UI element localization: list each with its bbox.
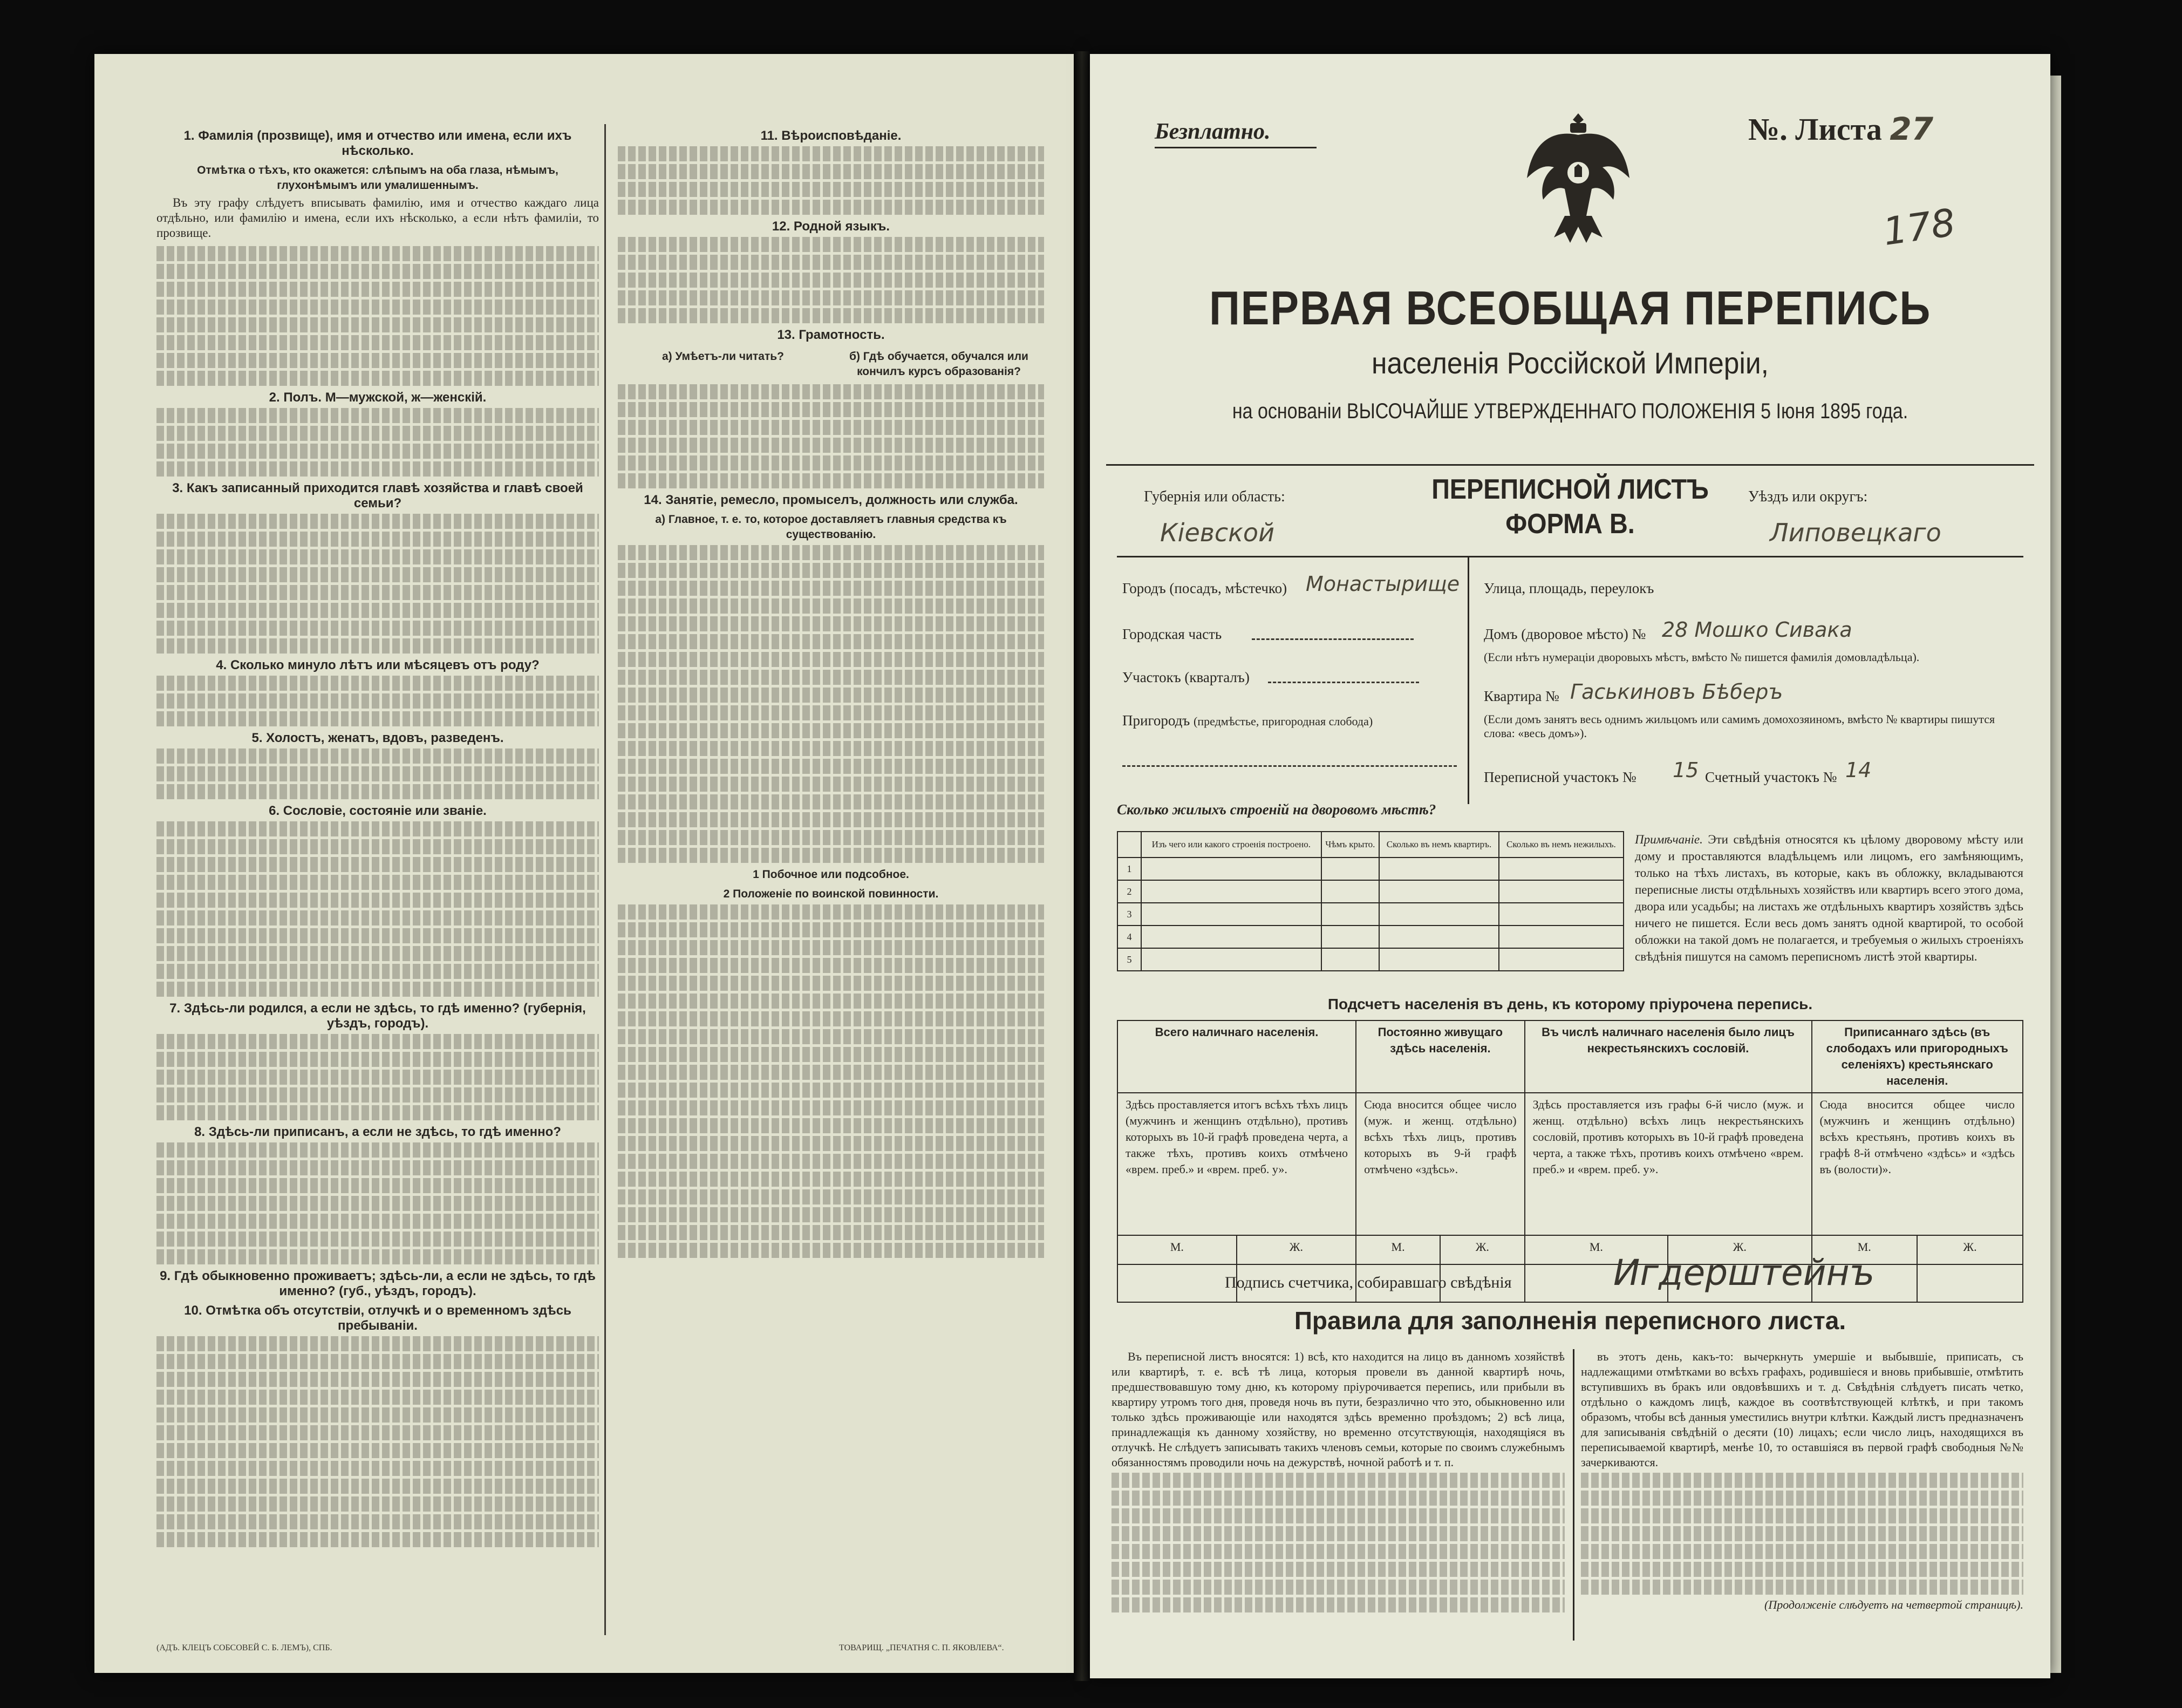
column-divider bbox=[604, 124, 606, 1635]
schetny-uchastok-label: Счетный участокъ № bbox=[1705, 769, 1837, 785]
count-header-permanent: Постоянно живущаго здѣсь населенія. bbox=[1356, 1020, 1525, 1093]
note-text: Эти свѣдѣнія относятся къ цѣлому дворовому мѣсту или дому и проставляются владѣльцемъ или лицомъ, его замѣняющимъ, только на тѣхъ листахъ, въ которые, какъ въ обложку, вкладываются переписные листы отдѣльныхъ хозяйствъ или квартиръ всего этого дома, двора или усадьбы; на листахъ же отдѣльныхъ квартиръ хозяйствъ здѣсь ничего не пишется. Если весь домъ занятъ одной квартирой, то особой обложки на такой домъ не полагается, и требуемыя о жилыхъ строеніяхъ свѣдѣнія пишутся на самомъ переписномъ листѣ этой квартиры. bbox=[1635, 833, 2023, 963]
table-row: 3 bbox=[1117, 903, 1624, 926]
instructions-column-left bbox=[156, 124, 599, 1550]
section-2-title: 2. Полъ. М—мужской, ж—женскій. bbox=[269, 390, 487, 405]
handwritten-archive-number: 178 bbox=[1880, 200, 1958, 254]
count-title: Подсчетъ населенія въ день, къ которому пріурочена перепись. bbox=[1327, 996, 1813, 1012]
section-1-title: 1. Фамилія (прозвище), имя и отчество или имена, если ихъ нѣсколько. bbox=[183, 128, 572, 158]
census-title: ПЕРВАЯ ВСЕОБЩАЯ ПЕРЕПИСЬ bbox=[1209, 281, 1932, 335]
count-header-peasant: Приписаннаго здѣсь (въ слободахъ или пригородныхъ селеніяхъ) крестьянскаго населенія. bbox=[1812, 1020, 2023, 1093]
printer-footer-right: ТОВАРИЩ. „ПЕЧАТНЯ С. П. ЯКОВЛЕВА“. bbox=[839, 1643, 1004, 1652]
dom-label: Домъ (дворовое мѣсто) № bbox=[1484, 626, 1646, 642]
count-header-total: Всего наличнаго населенія. bbox=[1117, 1020, 1356, 1093]
population-count-table: Всего наличнаго населенія. Постоянно живущаго здѣсь населенія. Въ числѣ наличнаго населенія было лицъ некрестьянскихъ сословій. Приписаннаго здѣсь (въ слободахъ или пригородныхъ селеніяхъ) крестьянскаго населенія. Здѣсь проставляется итогъ всѣхъ тѣхъ лицъ (мужчинъ и женщинъ отдѣльно), противъ которыхъ въ 10-й графѣ проведена черта, а также тѣхъ, противъ коихъ отмѣчено «врем. преб.» и «врем. преб. у». Сюда вносится общее число (муж. и женщ. отдѣльно) всѣхъ тѣхъ лицъ, противъ которыхъ въ 9-й графѣ отмѣчено «здѣсь». Здѣсь проставляется изъ графы 6-й число (муж. и женщ. отдѣльно) всѣхъ лицъ некрестьянскихъ сословій, противъ которыхъ въ 10-й графѣ проведена черта, а также тѣхъ, противъ коихъ отмѣчено «врем. преб.» и «врем. преб. у». Сюда вносится общее число (мужчинъ и женщинъ отдѣльно) всѣхъ крестьянъ, противъ коихъ въ графѣ 8-й отмѣчено «здѣсь» и «здѣсь въ (волости)». М. Ж. М. Ж. М. Ж. М. Ж. bbox=[1117, 1020, 2023, 1303]
count-body-permanent: Сюда вносится общее число (муж. и женщ. отдѣльно) всѣхъ тѣхъ лицъ, противъ которыхъ въ 9-й графѣ отмѣчено «здѣсь». bbox=[1356, 1093, 1525, 1235]
count-body-total: Здѣсь проставляется итогъ всѣхъ тѣхъ лицъ (мужчинъ и женщинъ отдѣльно), противъ которыхъ въ 10-й графѣ проведена черта, а также тѣхъ, противъ коихъ отмѣчено «врем. преб.» и «врем. преб. у». bbox=[1117, 1093, 1356, 1235]
section-9-title: 9. Гдѣ обыкновенно проживаетъ; здѣсь-ли, а если не здѣсь, то гдѣ именно? (губ., уѣздъ, городъ). bbox=[160, 1269, 596, 1298]
note-label: Примѣчаніе. bbox=[1635, 833, 1703, 846]
section-13a: а) Умѣетъ-ли читать? bbox=[662, 350, 784, 363]
section-7-title: 7. Здѣсь-ли родился, а если не здѣсь, то гдѣ именно? (губернія, уѣздъ, городъ). bbox=[169, 1001, 586, 1031]
section-10-title: 10. Отмѣтка объ отсутствіи, отлучкѣ и о временномъ здѣсь пребываніи. bbox=[184, 1303, 571, 1333]
imperial-eagle-icon bbox=[1522, 108, 1635, 254]
gubernia-label: Губернія или область: bbox=[1144, 488, 1285, 505]
count-body-peasant: Сюда вносится общее число (мужчинъ и женщинъ отдѣльно) всѣхъ крестьянъ, противъ коихъ въ графѣ 8-й отмѣчено «здѣсь» и «здѣсь въ (волости)». bbox=[1812, 1093, 2023, 1235]
table-row: 1 bbox=[1117, 858, 1624, 880]
signature-value: Игдерштейнъ bbox=[1613, 1252, 1875, 1294]
buildings-table bbox=[1117, 831, 1624, 971]
perepisnoy-uchastok-value: 15 bbox=[1673, 758, 1699, 782]
table-row: 5 bbox=[1117, 948, 1624, 971]
section-14a: а) Главное, т. е. то, которое доставляетъ главныя средства къ существованію. bbox=[655, 513, 1007, 541]
section-5-title: 5. Холостъ, женатъ, вдовъ, разведенъ. bbox=[251, 731, 504, 745]
section-13b: б) Гдѣ обучается, обучался или кончилъ курсъ образованія? bbox=[849, 350, 1028, 378]
census-basis: на основаніи ВЫСОЧАЙШЕ УТВЕРЖДЕННАГО ПОЛОЖЕНІЯ 5 Іюня 1895 года. bbox=[1232, 399, 1908, 423]
left-page-instructions bbox=[94, 54, 1074, 1673]
section-4-title: 4. Сколько минуло лѣтъ или мѣсяцевъ отъ роду? bbox=[216, 658, 540, 672]
sheet-number: №. Листа 27 bbox=[1748, 111, 1934, 147]
kvartira-value: Гаськиновъ Бѣберъ bbox=[1570, 680, 1783, 704]
section-14-secondary: 1 Побочное или подсобное. bbox=[753, 868, 909, 881]
uezd-label: Уѣздъ или округъ: bbox=[1748, 488, 1868, 505]
instructions-column-right bbox=[618, 124, 1044, 1261]
rules-text-left: Въ переписной листъ вносятся: 1) всѣ, кто находится на лицо въ данномъ хозяйствѣ или квартирѣ, т. е. всѣ тѣ лица, которыя провели въ данной квартирѣ ночь, предшествовавшую тому дню, къ которому пріурочивается перепись, или прибыли въ квартиру утромъ того дня, проведя ночь въ пути, безразлично что это, обыкновенно или только здѣсь проживающіе или находятся здѣсь временно проѣздомъ; 2) всѣ лица, принадлежащія къ данному хозяйству, но временно отсутствующія, находящіяся въ отлучкѣ. Не слѣдуетъ записывать такихъ членовъ семьи, которые по своимъ служебнымъ обязанностямъ проводили ночь на дежурствѣ, ночной работѣ и т. п. bbox=[1112, 1349, 1565, 1615]
buildings-header-nonresidential: Сколько въ немъ нежилыхъ. bbox=[1499, 832, 1624, 858]
dom-value: 28 Мошко Сивака bbox=[1662, 618, 1852, 642]
census-subtitle: населенія Россійской Имперіи, bbox=[1372, 346, 1769, 380]
buildings-header-material: Изъ чего или какого строенія построено. bbox=[1141, 832, 1321, 858]
count-body-nonpeasant: Здѣсь проставляется изъ графы 6-й число (муж. и женщ. отдѣльно) всѣхъ лицъ некрестьянскихъ сословій, противъ которыхъ въ 10-й графѣ проведена черта, а также тѣхъ, противъ коихъ отмѣчено «врем. преб.» и «врем. преб. у». bbox=[1525, 1093, 1812, 1235]
uchastok-label: Участокъ (кварталъ) bbox=[1122, 669, 1250, 685]
prigorod-label: Пригородъ (предмѣстье, пригородная слобода) bbox=[1122, 712, 1373, 729]
section-6-title: 6. Сословіе, состояніе или званіе. bbox=[269, 804, 487, 818]
buildings-header-roof: Чѣмъ крыто. bbox=[1321, 832, 1380, 858]
section-3-title: 3. Какъ записанный приходится главѣ хозяйства и главѣ своей семьи? bbox=[172, 481, 583, 511]
dom-hint: (Если нѣтъ нумераціи дворовыхъ мѣстъ, вмѣсто № пишется фамилія домовладѣльца). bbox=[1484, 650, 1920, 664]
gorod-value: Монастырище bbox=[1306, 572, 1460, 596]
kvartira-label: Квартира № bbox=[1484, 688, 1559, 704]
street-label: Улица, площадь, переулокъ bbox=[1484, 580, 1654, 596]
table-row: 4 bbox=[1117, 926, 1624, 948]
continuation-note: (Продолженіе слѣдуетъ на четвертой страницѣ). bbox=[1764, 1598, 2023, 1611]
sheet-number-value: 27 bbox=[1890, 111, 1934, 147]
gorod-label: Городъ (посадъ, мѣстечко) bbox=[1122, 580, 1287, 596]
right-page-census-form bbox=[1090, 54, 2050, 1678]
kvartira-hint: (Если домъ занятъ весь однимъ жильцомъ или самимъ домохозяиномъ, вмѣсто № квартиры пишутся слова: «весь домъ»). bbox=[1484, 712, 1995, 740]
form-title: ПЕРЕПИСНОЙ ЛИСТЪ ФОРМА В. bbox=[1431, 474, 1709, 540]
signature-label: Подпись счетчика, собиравшаго свѣдѣнія bbox=[1225, 1274, 1512, 1291]
section-1-subtitle: Отмѣтка о тѣхъ, кто окажется: слѣпымъ на оба глаза, нѣмымъ, глухонѣмымъ или умалишеннымъ. bbox=[197, 164, 558, 192]
perepisnoy-uchastok-label: Переписной участокъ № bbox=[1484, 769, 1636, 785]
count-header-nonpeasant: Въ числѣ наличнаго населенія было лицъ некрестьянскихъ сословій. bbox=[1525, 1020, 1812, 1093]
section-13-title: 13. Грамотность. bbox=[777, 328, 885, 342]
schetny-uchastok-value: 14 bbox=[1845, 758, 1872, 782]
section-1-text: Въ эту графу слѣдуетъ вписывать фамилію, имя и отчество каждаго лица отдѣльно, или фамилію и имена, если ихъ нѣсколько, а если нѣтъ фамиліи, то прозвище. bbox=[156, 196, 599, 240]
buildings-header-apartments: Сколько въ немъ квартиръ. bbox=[1379, 832, 1499, 858]
table-row: 2 bbox=[1117, 880, 1624, 903]
gorod-part-label: Городская часть bbox=[1122, 626, 1222, 642]
uezd-value: Липовецкаго bbox=[1770, 518, 1941, 547]
printer-footer-left: (АДЪ. КЛЕЦЪ СОБСОВЕЙ С. Б. ЛЕМЪ), СПБ. bbox=[156, 1643, 332, 1652]
section-12-title: 12. Родной языкъ. bbox=[772, 219, 890, 234]
buildings-question: Сколько жилыхъ строеній на дворовомъ мѣстѣ? bbox=[1117, 801, 1436, 818]
book-spine bbox=[1074, 51, 1090, 1681]
section-11-title: 11. Вѣроисповѣданіе. bbox=[760, 128, 902, 143]
section-15-military: 2 Положеніе по воинской повинности. bbox=[723, 888, 939, 900]
free-label: Безплатно. bbox=[1155, 119, 1271, 144]
rules-text-right: въ этотъ день, какъ-то: вычеркнуть умершіе и выбывшіе, приписать, съ надлежащими отмѣтками во всѣхъ графахъ, родившіеся и вновь прибывшіе, отмѣтить вступившихъ въ бракъ или овдовѣвшихъ и т. д. Свѣдѣнія слѣдуетъ писать четко, отдѣльно о каждомъ лицѣ, каждое въ соотвѣтствующей клѣткѣ, и при такомъ образомъ, чтобы всѣ данныя уместились внутри клѣтки. Каждый листъ предназначенъ для записыванія свѣдѣній о десяти (10) лицахъ; если число лицъ, находящихся въ переписываемой квартирѣ, менѣе 10, то оставшіяся въ первой графѣ свободныя №№ зачеркиваются. (Продолженіе слѣдуетъ на четвертой страницѣ). bbox=[1581, 1350, 2023, 1611]
section-14-title: 14. Занятіе, ремесло, промыселъ, должность или служба. bbox=[644, 493, 1018, 507]
note-block bbox=[1635, 831, 2023, 965]
section-8-title: 8. Здѣсь-ли приписанъ, а если не здѣсь, то гдѣ именно? bbox=[194, 1125, 561, 1139]
rules-title: Правила для заполненія переписного листа. bbox=[1294, 1306, 1846, 1335]
gubernia-value: Кіевской bbox=[1160, 518, 1274, 547]
